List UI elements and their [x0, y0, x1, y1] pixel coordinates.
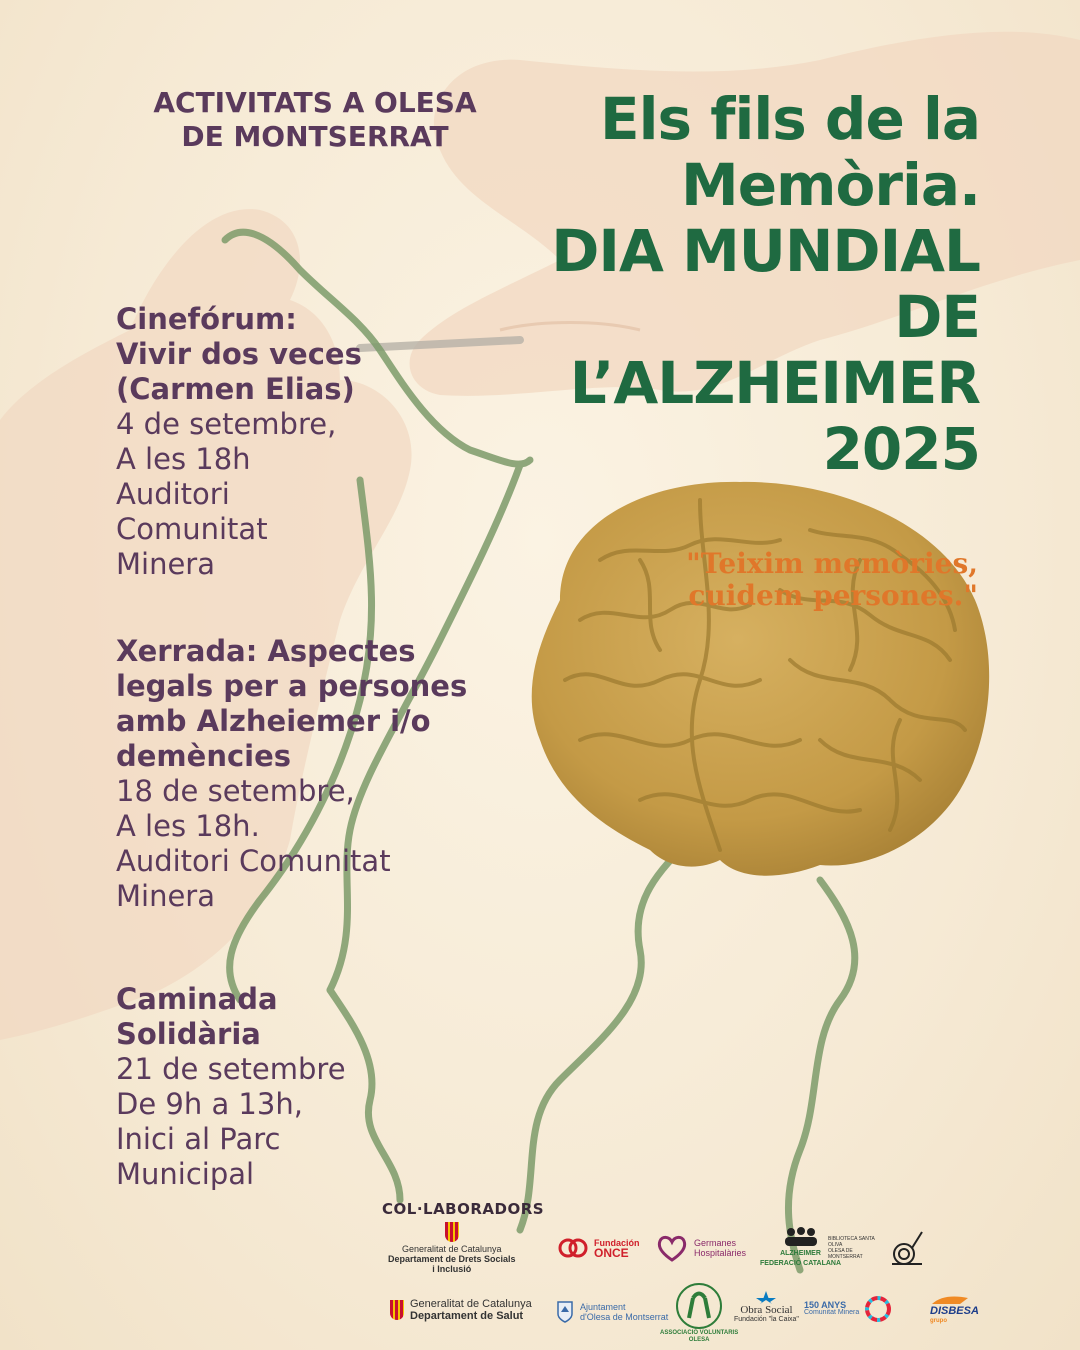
event-title-line: legals per a persones	[116, 669, 468, 703]
logo-text: Fundación	[594, 1238, 640, 1248]
event-time: A les 18h.	[116, 809, 260, 843]
title-line-5: L’ALZHEIMER	[569, 349, 980, 417]
logo-text: Departament de Drets Socials	[388, 1254, 516, 1264]
title-line-6: 2025	[822, 415, 980, 483]
logo-ajuntament-olesa	[556, 1300, 668, 1324]
event-title-line: amb Alzheiemer i/o	[116, 704, 431, 738]
logo-generalitat-drets-socials	[388, 1222, 516, 1274]
once-icon	[558, 1238, 588, 1258]
logo-text: i Inclusió	[432, 1264, 472, 1274]
logo-text: BIBLIOTECA SANTA OLIVA	[828, 1236, 875, 1248]
event-venue-line: Minera	[116, 879, 215, 913]
logo-text: Obra Social	[740, 1304, 793, 1316]
logo-biblioteca-santa-oliva	[828, 1228, 926, 1268]
event-venue-line: Inici al Parc	[116, 1122, 281, 1156]
brain-illustration	[532, 482, 989, 876]
logo-text: Comunitat Minera	[804, 1309, 860, 1316]
catalan-shield-icon	[390, 1300, 404, 1320]
event-title-line: Caminada	[116, 982, 278, 1016]
event-date: 18 de setembre,	[116, 774, 355, 808]
event-title-line: (Carmen Elias)	[116, 372, 355, 406]
logo-germanes-hospitalaries	[656, 1234, 746, 1262]
catalan-shield-icon	[445, 1222, 459, 1242]
logo-text: OLESA DE MONTSERRAT	[828, 1248, 863, 1260]
volunteers-icon	[667, 1278, 731, 1330]
slogan	[498, 548, 978, 612]
event-venue-line: Minera	[116, 547, 215, 581]
logo-text: Generalitat de Catalunya	[401, 1244, 502, 1254]
people-icon	[781, 1226, 821, 1248]
event-title-line: Solidària	[116, 1017, 261, 1051]
logo-text: grupo	[930, 1318, 947, 1324]
star-icon	[755, 1290, 777, 1304]
logo-text: FEDERACIÓ CATALANA	[760, 1260, 842, 1267]
event-time: De 9h a 13h,	[116, 1087, 303, 1121]
event-venue-line: Auditori Comunitat	[116, 844, 391, 878]
event-venue-line: Auditori	[116, 477, 230, 511]
logo-text: OLESA	[688, 1337, 710, 1343]
heart-icon	[656, 1234, 688, 1262]
title-line-3: DIA MUNDIAL	[551, 217, 980, 285]
logo-text: ASSOCIACIÓ VOLUNTARIS	[660, 1330, 739, 1336]
title-line-2: Memòria.	[681, 151, 980, 219]
logo-text: Fundación "la Caixa"	[734, 1316, 799, 1323]
sdg-wheel-icon	[865, 1296, 891, 1322]
event-xerrada	[116, 634, 516, 914]
logo-text: ONCE	[594, 1246, 629, 1260]
logo-disbesa	[930, 1294, 979, 1326]
activities-heading-line-2: DE MONTSERRAT	[181, 120, 449, 153]
logo-text: ALZHEIMER	[780, 1250, 821, 1257]
title-line-4: DE	[894, 283, 980, 351]
event-cineforum	[116, 302, 516, 582]
logo-text: Ajuntament	[580, 1302, 626, 1312]
slogan-line-2: cuidem persones."	[688, 579, 978, 612]
logo-fundacion-once	[558, 1238, 640, 1258]
logo-text: Departament de Salut	[410, 1310, 524, 1322]
logo-obra-social	[734, 1290, 799, 1325]
event-title-line: Vivir dos veces	[116, 337, 362, 371]
municipal-shield-icon	[556, 1300, 574, 1324]
logo-comunitat-minera	[804, 1296, 891, 1322]
event-venue-line: Comunitat	[116, 512, 268, 546]
event-date: 21 de setembre	[116, 1052, 346, 1086]
event-title-line: Cinefórum:	[116, 302, 297, 336]
snail-icon	[886, 1228, 926, 1268]
event-date: 4 de setembre,	[116, 407, 337, 441]
event-venue-line: Municipal	[116, 1157, 255, 1191]
logo-text: DISBESA	[930, 1305, 979, 1317]
event-caminada	[116, 982, 516, 1192]
event-title-line: demències	[116, 739, 292, 773]
event-time: A les 18h	[116, 442, 251, 476]
activities-heading-line-1: ACTIVITATS A OLESA	[153, 86, 477, 119]
slogan-line-1: "Teixim memòries,	[686, 547, 978, 580]
logo-text: d'Olesa de Montserrat	[580, 1312, 669, 1322]
collaborators-label: COL·LABORADORS	[382, 1200, 545, 1218]
logo-generalitat-salut	[390, 1298, 532, 1322]
logo-text: Generalitat de Catalunya	[410, 1298, 532, 1310]
logo-text: Hospitalàries	[694, 1248, 747, 1258]
logo-text: 150 ANYS	[804, 1300, 847, 1310]
title-line-1: Els fils de la	[600, 85, 980, 153]
logo-associacio-voluntaris	[660, 1278, 738, 1344]
event-title-line: Xerrada: Aspectes	[116, 634, 416, 668]
logo-text: Germanes	[694, 1238, 737, 1248]
